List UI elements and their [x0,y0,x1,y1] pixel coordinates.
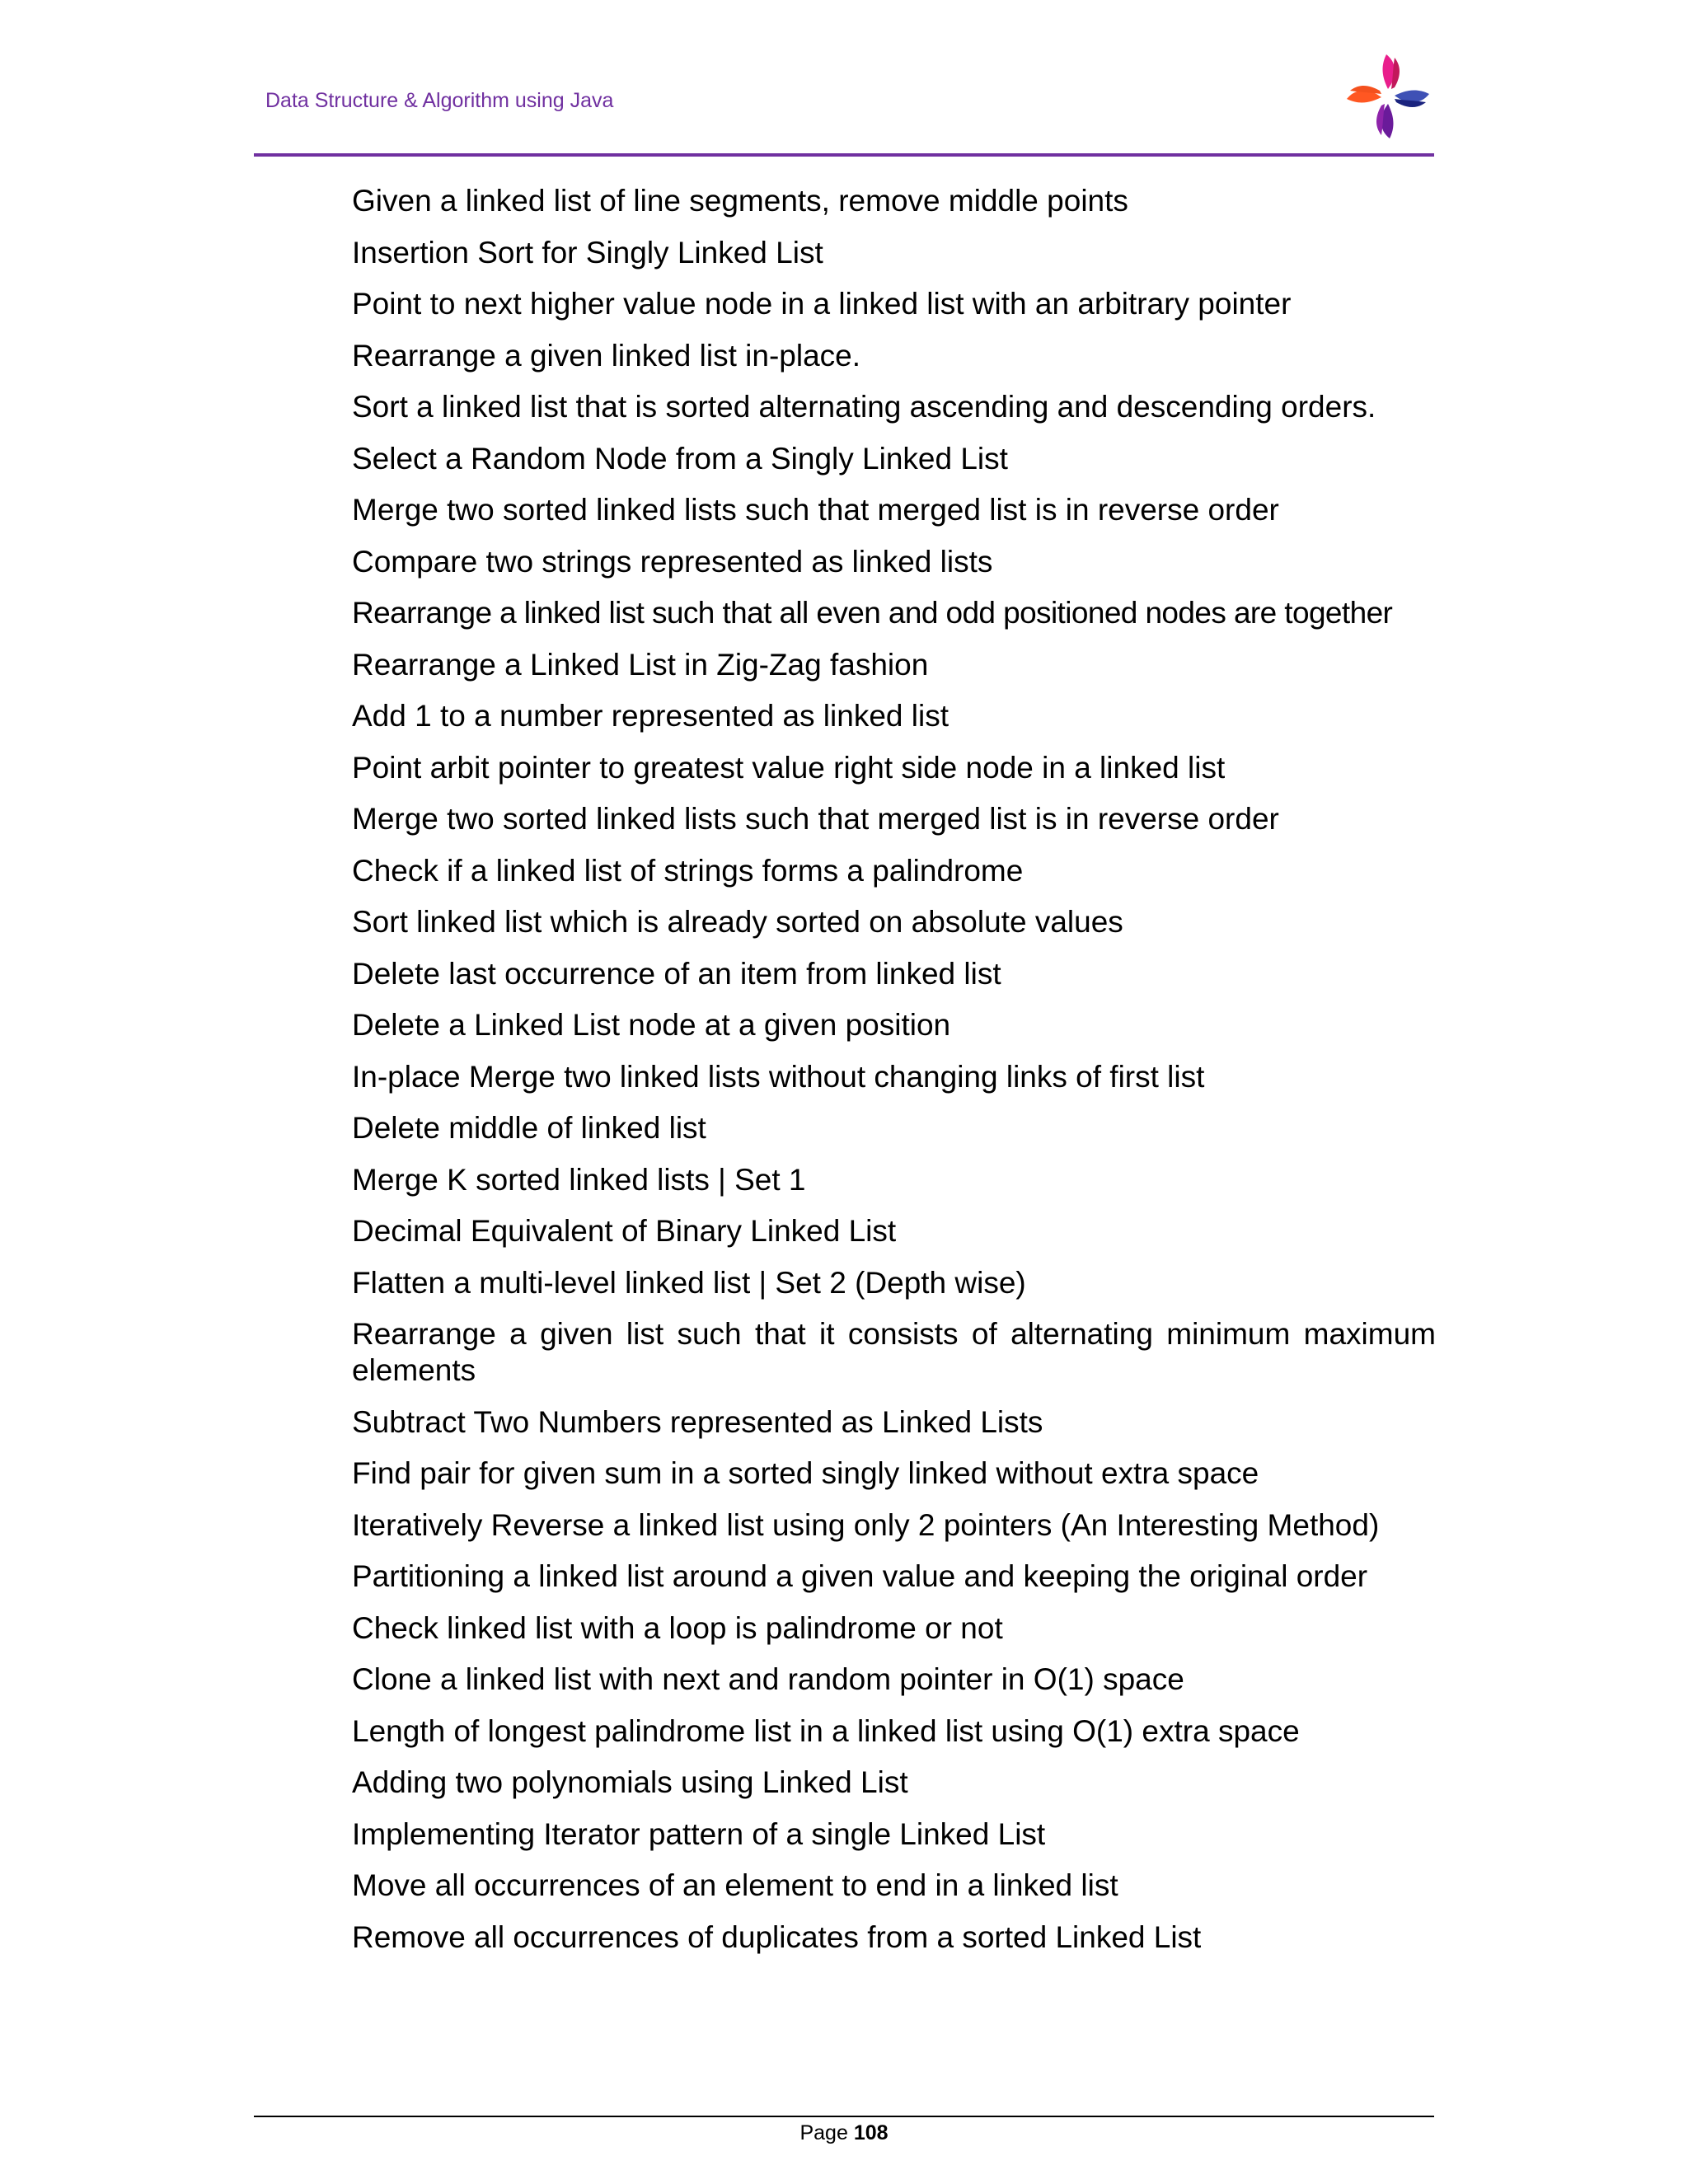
page-label: Page [799,2121,848,2144]
topic-item: Rearrange a linked list such that all even and odd positioned nodes are together [352,596,1393,630]
topic-item: Delete last occurrence of an item from linked list [352,956,1001,991]
topic-item: Check linked list with a loop is palindrome or not [352,1610,1003,1645]
topic-item: Merge two sorted linked lists such that merged list is in reverse order [352,493,1279,527]
topic-item: Partitioning a linked list around a given value and keeping the original order [352,1559,1368,1593]
topic-item: Length of longest palindrome list in a linked list using O(1) extra space [352,1713,1300,1748]
topic-item: Insertion Sort for Singly Linked List [352,235,823,269]
topic-item: Flatten a multi-level linked list | Set 2 (Depth wise) [352,1265,1026,1300]
topic-item: Select a Random Node from a Singly Linked List [352,441,1008,476]
document-body [352,183,1436,1971]
topic-item: Clone a linked list with next and random pointer in O(1) space [352,1662,1184,1696]
topic-item: Given a linked list of line segments, remove middle points [352,184,1128,218]
topic-item: Rearrange a given linked list in-place. [352,338,861,373]
topic-item: Check if a linked list of strings forms a palindrome [352,853,1024,888]
document-header-title: Data Structure & Algorithm using Java [265,89,614,112]
topic-item: Iteratively Reverse a linked list using only 2 pointers (An Interesting Method) [352,1507,1380,1542]
topic-item: Subtract Two Numbers represented as Linked Lists [352,1404,1043,1439]
topic-item: Sort linked list which is already sorted on absolute values [352,905,1123,939]
header-divider [254,153,1434,157]
page-footer [0,2121,1688,2145]
footer-divider [254,2116,1434,2117]
topic-item: Add 1 to a number represented as linked list [352,699,949,733]
topic-item: Merge K sorted linked lists | Set 1 [352,1162,806,1197]
page-number: 108 [853,2121,889,2144]
topic-item: Decimal Equivalent of Binary Linked List [352,1214,897,1248]
topic-item: Sort a linked list that is sorted alternating ascending and descending orders. [352,390,1376,424]
topic-item: Delete middle of linked list [352,1111,706,1145]
topic-item: Find pair for given sum in a sorted singly linked without extra space [352,1456,1259,1490]
pinwheel-logo-icon [1343,51,1434,142]
topic-item: Compare two strings represented as linked lists [352,544,993,579]
topic-item: Move all occurrences of an element to end in a linked list [352,1868,1118,1902]
linked-list-topics [352,183,1436,1956]
topic-item: Rearrange a given list such that it consists of alternating minimum maximum elements [352,1317,1436,1387]
topic-item: Point to next higher value node in a linked list with an arbitrary pointer [352,287,1292,321]
topic-item: Remove all occurrences of duplicates from a sorted Linked List [352,1919,1202,1954]
topic-item: In-place Merge two linked lists without changing links of first list [352,1059,1205,1094]
topic-item: Rearrange a Linked List in Zig-Zag fashion [352,647,929,682]
topic-item: Adding two polynomials using Linked List [352,1765,908,1799]
topic-item: Implementing Iterator pattern of a single Linked List [352,1816,1046,1851]
topic-item: Merge two sorted linked lists such that merged list is in reverse order [352,802,1279,836]
topic-item: Delete a Linked List node at a given position [352,1008,951,1042]
topic-item: Point arbit pointer to greatest value right side node in a linked list [352,750,1226,785]
